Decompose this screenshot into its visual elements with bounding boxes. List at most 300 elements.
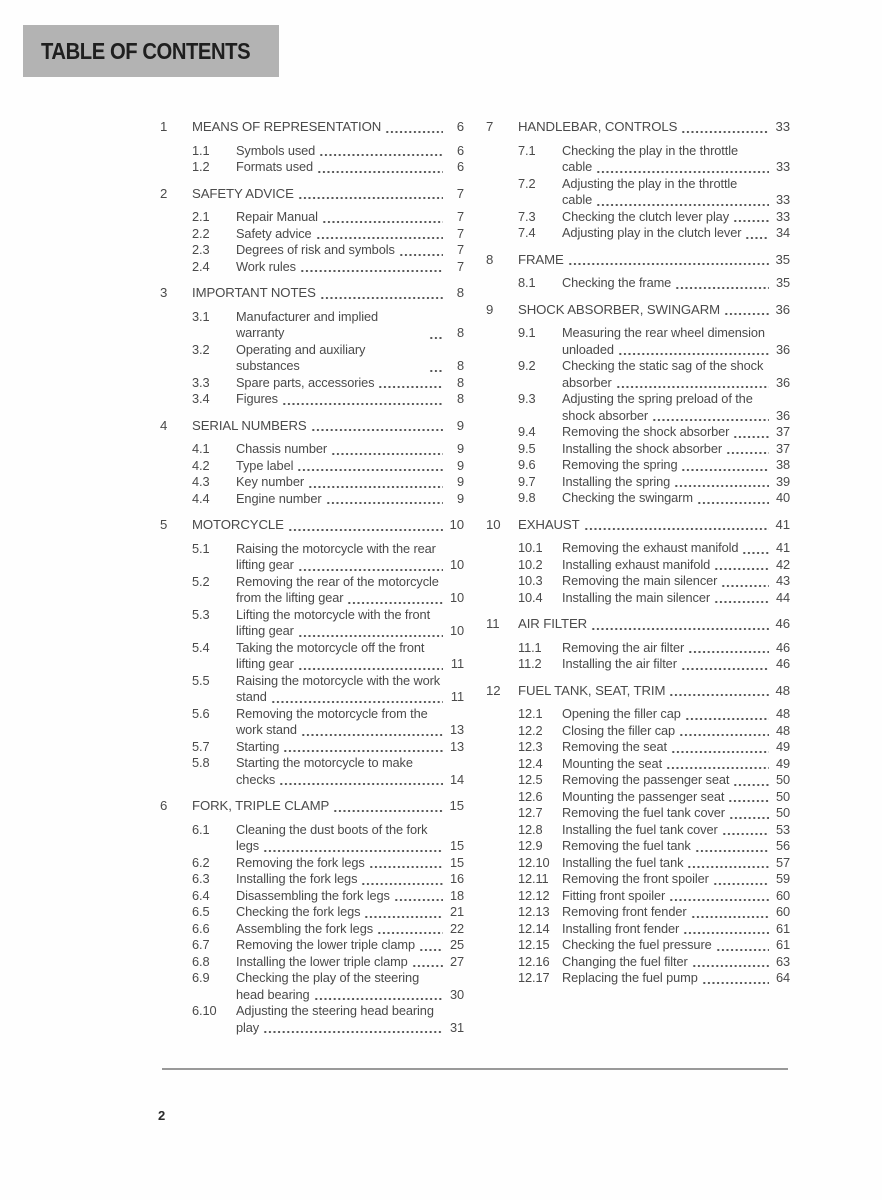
page-ref: 50 (775, 805, 790, 820)
toc-chapter-row (160, 119, 464, 136)
page-ref: 33 (775, 159, 790, 174)
chapter-entry (518, 119, 790, 136)
page-ref: 30 (449, 986, 464, 1002)
entry-last-line (562, 457, 790, 474)
section-entry (562, 822, 790, 839)
section-number: 9.4 (518, 424, 536, 439)
section-entry (236, 391, 464, 408)
section-number: 9.5 (518, 440, 536, 456)
dot-leader (695, 849, 769, 853)
page-ref: 9 (456, 441, 464, 456)
page-ref: 56 (775, 838, 790, 853)
entry-last-line (562, 756, 790, 773)
entry-last-line (562, 970, 790, 987)
dot-leader (298, 568, 443, 572)
page-ref: 9 (456, 457, 464, 473)
entry-title-line: Cleaning the dust boots of the fork (236, 821, 428, 837)
section-number: 11.1 (518, 639, 542, 655)
chapter-number: 1 (160, 119, 168, 134)
footer-divider (162, 1068, 788, 1070)
entry-last-line (192, 798, 464, 815)
entry-title: Installing exhaust manifold (562, 556, 711, 572)
dot-leader (333, 809, 443, 813)
section-entry (236, 954, 464, 971)
page-ref: 60 (775, 904, 790, 919)
chapter-number: 11 (486, 616, 500, 631)
dot-leader (319, 153, 443, 157)
dot-leader (726, 451, 769, 455)
toc-chapter-row (160, 517, 464, 534)
dot-leader (714, 600, 769, 604)
dot-leader (702, 981, 769, 985)
entry-title-line: Checking the static sag of the shock (562, 358, 764, 373)
toc-section-row (486, 225, 790, 242)
toc-section-row (486, 325, 790, 358)
chapter-number: 6 (160, 798, 168, 813)
page-ref: 10 (449, 517, 464, 532)
entry-last-line (236, 904, 464, 921)
section-number: 9.2 (518, 358, 536, 373)
page-ref: 43 (775, 573, 790, 588)
section-number: 10.3 (518, 573, 543, 588)
section-number: 6.9 (192, 970, 210, 985)
entry-last-line (236, 259, 464, 276)
entry-last-line (236, 689, 464, 706)
section-number: 5.7 (192, 738, 210, 754)
dot-leader (364, 915, 443, 919)
entry-last-line (192, 119, 464, 136)
section-entry (562, 275, 790, 292)
toc-section-row (486, 474, 790, 491)
toc-section-row (486, 457, 790, 474)
section-entry (236, 474, 464, 491)
section-number: 5.8 (192, 755, 210, 770)
page-ref: 33 (775, 192, 790, 207)
section-entry (236, 607, 464, 640)
toc-section-row (486, 855, 790, 872)
page-ref: 41 (775, 516, 790, 532)
page-ref: 40 (775, 490, 790, 505)
page-ref: 21 (449, 904, 464, 919)
dot-leader (679, 733, 769, 737)
toc-section-row (160, 391, 464, 408)
entry-title: Installing the air filter (562, 656, 677, 671)
entry-title: Disassembling the fork legs (236, 887, 390, 903)
entry-last-line (562, 573, 790, 590)
chapter-entry (192, 517, 464, 534)
section-entry (236, 904, 464, 921)
section-number: 6.6 (192, 920, 210, 936)
page-ref: 38 (775, 457, 790, 472)
entry-title: AIR FILTER (518, 616, 588, 631)
entry-title: from the lifting gear (236, 590, 344, 605)
toc-section-row (160, 309, 464, 342)
dot-leader (669, 898, 769, 902)
section-number: 1.1 (192, 142, 210, 158)
entry-last-line (518, 517, 790, 534)
dot-leader (669, 693, 769, 697)
dot-leader (714, 567, 769, 571)
entry-title: Removing the main silencer (562, 573, 718, 588)
section-entry (562, 723, 790, 740)
entry-last-line (562, 557, 790, 574)
section-entry (236, 574, 464, 607)
toc-section-row (486, 640, 790, 657)
toc-section-row (160, 888, 464, 905)
section-entry (236, 209, 464, 226)
toc-section-row (486, 490, 790, 507)
entry-last-line (518, 683, 790, 700)
page-ref: 15 (449, 838, 464, 853)
entry-last-line (236, 159, 464, 176)
section-number: 1.2 (192, 159, 210, 174)
toc-section-row (486, 954, 790, 971)
entry-title: FRAME (518, 251, 564, 267)
toc-section-row (486, 970, 790, 987)
page-ref: 8 (456, 391, 464, 406)
section-number: 6.10 (192, 1003, 217, 1018)
entry-last-line (562, 490, 790, 507)
page-ref: 36 (775, 374, 790, 390)
section-entry (236, 159, 464, 176)
entry-last-line (562, 954, 790, 971)
entry-title-line: Raising the motorcycle with the rear (236, 540, 436, 556)
entry-last-line (192, 186, 464, 203)
page-ref: 53 (775, 821, 790, 837)
section-number: 9.6 (518, 457, 536, 472)
page-ref: 8 (456, 325, 464, 340)
page-ref: 8 (456, 358, 464, 373)
section-number: 10.2 (518, 556, 543, 572)
page-ref: 35 (775, 275, 790, 290)
entry-title: cable (562, 192, 593, 207)
dot-leader (308, 485, 443, 489)
dot-leader (742, 551, 769, 555)
toc-section-row (160, 474, 464, 491)
dot-leader (681, 667, 769, 671)
entry-title: legs (236, 838, 260, 853)
toc-section-row (160, 937, 464, 954)
toc-section-row (160, 607, 464, 640)
entry-title-line: Measuring the rear wheel dimension (562, 325, 765, 340)
section-number: 12.5 (518, 772, 543, 787)
dot-leader (722, 832, 769, 836)
toc-section-row (160, 755, 464, 788)
dot-leader (394, 898, 443, 902)
section-number: 6.5 (192, 904, 210, 919)
page-ref: 7 (456, 185, 464, 201)
page-number: 2 (158, 1108, 166, 1123)
toc-section-row (160, 458, 464, 475)
section-entry (236, 855, 464, 872)
section-number: 2.4 (192, 258, 210, 274)
section-entry (236, 259, 464, 276)
section-number: 7.3 (518, 208, 536, 224)
chapter-number: 8 (486, 251, 494, 267)
entry-title: Spare parts, accessories (236, 374, 375, 390)
toc-section-row (486, 805, 790, 822)
page-ref: 50 (775, 772, 790, 787)
toc-section-row (160, 143, 464, 160)
section-number: 7.2 (518, 175, 536, 191)
page-ref: 14 (449, 771, 464, 787)
entry-title: Changing the fuel filter (562, 953, 688, 969)
section-entry (236, 541, 464, 574)
section-number: 12.4 (518, 755, 543, 771)
page-ref: 36 (775, 341, 790, 357)
dot-leader (733, 783, 769, 787)
toc-section-row (160, 855, 464, 872)
entry-last-line (518, 119, 790, 136)
section-number: 5.2 (192, 573, 210, 589)
entry-last-line (562, 441, 790, 458)
toc-section-row (160, 970, 464, 1003)
section-number: 2.2 (192, 225, 210, 241)
dot-leader (282, 402, 443, 406)
entry-last-line (236, 954, 464, 971)
section-number: 12.11 (518, 871, 549, 886)
toc-section-row (486, 557, 790, 574)
section-entry (562, 970, 790, 987)
entry-title: shock absorber (562, 407, 649, 423)
toc-section-row (160, 822, 464, 855)
dot-leader (688, 650, 769, 654)
section-entry (562, 143, 790, 176)
toc-section-row (486, 756, 790, 773)
dot-leader (279, 782, 443, 786)
entry-title: MOTORCYCLE (192, 517, 284, 532)
section-number: 12.10 (518, 854, 550, 870)
page-ref: 37 (775, 424, 790, 439)
entry-title: FUEL TANK, SEAT, TRIM (518, 682, 666, 698)
page-ref: 15 (449, 798, 464, 813)
chapter-number: 3 (160, 285, 168, 300)
entry-title-line: Adjusting the steering head bearing (236, 1003, 434, 1018)
section-number: 4.1 (192, 441, 210, 456)
entry-title: Checking the swingarm (562, 490, 693, 505)
page-ref: 7 (456, 209, 464, 224)
section-entry (562, 358, 790, 391)
entry-last-line (562, 739, 790, 756)
page-ref: 31 (449, 1019, 464, 1035)
entry-last-line (236, 458, 464, 475)
page-ref: 37 (775, 440, 790, 456)
section-number: 7.1 (518, 142, 536, 158)
section-number: 5.6 (192, 705, 210, 721)
section-number: 9.1 (518, 325, 536, 340)
section-entry (562, 871, 790, 888)
chapter-number: 9 (486, 301, 494, 317)
toc-chapter-row (486, 683, 790, 700)
entry-title: Removing front fender (562, 904, 687, 919)
entry-title: Removing the exhaust manifold (562, 540, 739, 555)
dot-leader (316, 236, 443, 240)
entry-title: Installing the lower triple clamp (236, 953, 408, 969)
toc-section-row (486, 706, 790, 723)
toc-chapter-row (160, 798, 464, 815)
entry-last-line (236, 855, 464, 872)
section-number: 10.1 (518, 540, 543, 555)
page-ref: 9 (456, 474, 464, 489)
section-number: 12.3 (518, 739, 543, 754)
page-ref: 39 (775, 473, 790, 489)
entry-last-line (562, 937, 790, 954)
toc-section-row (486, 424, 790, 441)
entry-last-line (236, 226, 464, 243)
page-ref: 36 (775, 407, 790, 423)
page-ref: 25 (449, 937, 464, 952)
section-entry (236, 242, 464, 259)
dot-leader (674, 484, 769, 488)
entry-title: Installing front fender (562, 920, 680, 936)
section-entry (236, 441, 464, 458)
entry-last-line (236, 441, 464, 458)
section-entry (562, 490, 790, 507)
dot-leader (429, 369, 443, 373)
dot-leader (687, 865, 769, 869)
page-ref: 49 (775, 739, 790, 754)
entry-title: SAFETY ADVICE (192, 185, 294, 201)
dot-leader (591, 627, 769, 631)
dot-leader (671, 750, 769, 754)
page-ref: 8 (456, 374, 464, 390)
section-number: 6.8 (192, 953, 210, 969)
toc-section-row (486, 573, 790, 590)
entry-last-line (518, 616, 790, 633)
page-ref: 15 (449, 854, 464, 870)
section-entry (562, 590, 790, 607)
page-ref: 7 (456, 242, 464, 257)
section-entry (236, 640, 464, 673)
dot-leader (568, 262, 769, 266)
section-number: 12.17 (518, 970, 550, 985)
toc-column-right (486, 119, 790, 1036)
entry-title: Fitting front spoiler (562, 887, 666, 903)
dot-leader (301, 733, 443, 737)
entry-last-line (562, 192, 790, 209)
section-number: 10.4 (518, 589, 543, 605)
entry-title: lifting gear (236, 656, 294, 671)
section-entry (236, 739, 464, 756)
section-entry (562, 474, 790, 491)
section-number: 3.2 (192, 341, 210, 357)
dot-leader (369, 865, 443, 869)
entry-last-line (192, 418, 464, 435)
entry-last-line (236, 474, 464, 491)
entry-title: Replacing the fuel pump (562, 970, 698, 985)
page-ref: 48 (775, 706, 790, 721)
dot-leader (347, 601, 443, 605)
page-title: TABLE OF CONTENTS (41, 37, 251, 64)
section-number: 12.2 (518, 722, 543, 738)
dot-leader (728, 799, 769, 803)
entry-title: absorber (562, 374, 612, 390)
entry-title: Removing the passenger seat (562, 772, 730, 787)
page-ref: 7 (456, 258, 464, 274)
toc-chapter-row (160, 186, 464, 203)
entry-title: Opening the filler cap (562, 706, 681, 721)
page-ref: 11 (450, 656, 464, 671)
dot-leader (300, 269, 443, 273)
toc-section-row (160, 159, 464, 176)
section-number: 12.16 (518, 953, 550, 969)
entry-last-line (236, 342, 464, 375)
entry-last-line (562, 225, 790, 242)
section-entry (236, 937, 464, 954)
page-ref: 61 (775, 937, 790, 952)
entry-title: checks (236, 771, 276, 787)
section-number: 12.12 (518, 887, 550, 903)
entry-last-line (518, 252, 790, 269)
entry-title: EXHAUST (518, 516, 580, 532)
page-ref: 8 (456, 285, 464, 300)
entry-title: Checking the clutch lever play (562, 208, 730, 224)
entry-last-line (236, 209, 464, 226)
section-number: 12.8 (518, 821, 543, 837)
entry-title: Engine number (236, 490, 322, 506)
section-entry (562, 805, 790, 822)
entry-last-line (236, 491, 464, 508)
section-number: 9.8 (518, 490, 536, 505)
toc-section-row (160, 871, 464, 888)
entry-last-line (236, 739, 464, 756)
toc-section-row (160, 259, 464, 276)
entry-title: Assembling the fork legs (236, 920, 374, 936)
section-entry (562, 756, 790, 773)
toc-section-row (160, 375, 464, 392)
toc-section-row (160, 209, 464, 226)
entry-last-line (562, 275, 790, 292)
dot-leader (697, 501, 769, 505)
entry-last-line (236, 242, 464, 259)
dot-leader (322, 220, 443, 224)
entry-title: SHOCK ABSORBER, SWINGARM (518, 301, 721, 317)
section-number: 4.2 (192, 457, 210, 473)
entry-last-line (562, 706, 790, 723)
page-ref: 50 (775, 788, 790, 804)
section-entry (562, 225, 790, 242)
toc-section-row (486, 921, 790, 938)
toc-section-row (160, 921, 464, 938)
section-entry (562, 921, 790, 938)
toc-section-row (486, 441, 790, 458)
entry-title: Removing the spring (562, 457, 678, 472)
entry-last-line (236, 722, 464, 739)
toc-section-row (486, 888, 790, 905)
entry-title-line: Checking the play in the throttle (562, 142, 738, 158)
section-entry (562, 557, 790, 574)
entry-last-line (236, 1020, 464, 1037)
section-entry (236, 375, 464, 392)
page-ref: 46 (775, 656, 790, 671)
entry-title: Safety advice (236, 225, 312, 241)
dot-leader (721, 584, 769, 588)
entry-title: Formats used (236, 159, 314, 174)
entry-last-line (236, 937, 464, 954)
dot-leader (713, 882, 769, 886)
section-entry (236, 888, 464, 905)
dot-leader (675, 286, 769, 290)
page-ref: 34 (775, 225, 790, 240)
entry-title: head bearing (236, 986, 310, 1002)
toc-section-row (160, 441, 464, 458)
entry-last-line (236, 871, 464, 888)
dot-leader (412, 964, 443, 968)
section-entry (236, 706, 464, 739)
page-ref: 9 (456, 417, 464, 433)
page-ref: 49 (775, 755, 790, 771)
section-entry (236, 755, 464, 788)
